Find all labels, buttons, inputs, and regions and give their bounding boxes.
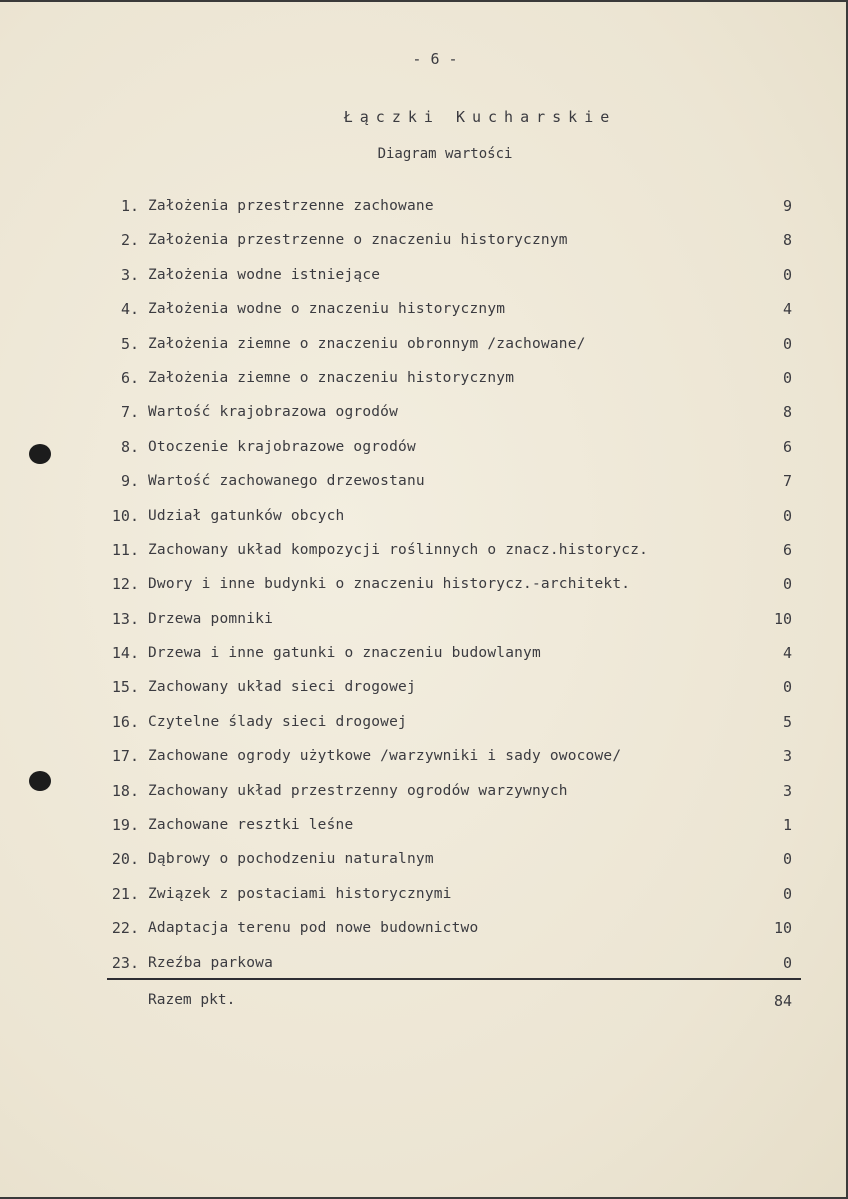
list-item [100, 432, 800, 466]
list-item [100, 948, 800, 982]
list-item [100, 191, 800, 225]
item-number: 21. [111, 884, 139, 903]
item-value: 3 [782, 781, 792, 800]
item-number: 17. [111, 747, 139, 766]
page-number: - 6 - [412, 50, 458, 68]
item-label: Zachowane resztki leśne [148, 817, 354, 834]
item-number: 13. [111, 609, 139, 628]
item-label: Drzewa pomniki [148, 610, 274, 627]
item-value: 0 [782, 884, 792, 903]
value-list [100, 191, 800, 982]
item-value: 5 [782, 712, 792, 731]
total-label: Razem pkt. [148, 992, 236, 1008]
item-label: Udział gatunków obcych [148, 507, 345, 524]
list-item [100, 225, 800, 259]
item-number: 2. [120, 231, 139, 250]
item-label: Adaptacja terenu pod nowe budownictwo [148, 920, 479, 937]
document-subtitle: Diagram wartości [377, 146, 513, 162]
item-label: Zachowany układ przestrzenny ogrodów warzywnych [148, 782, 568, 799]
total-divider [107, 978, 801, 980]
list-item [100, 569, 800, 603]
item-label: Założenia wodne o znaczeniu historycznym [148, 301, 506, 318]
list-item [100, 776, 800, 810]
list-item [100, 879, 800, 913]
item-number: 22. [111, 919, 139, 938]
item-value: 0 [782, 506, 792, 525]
item-number: 18. [111, 781, 139, 800]
item-label: Zachowane ogrody użytkowe /warzywniki i sady owocowe/ [148, 748, 622, 765]
item-number: 6. [120, 368, 139, 387]
item-number: 14. [111, 644, 139, 663]
item-value: 0 [782, 850, 792, 869]
item-value: 9 [782, 197, 792, 215]
item-value: 10 [773, 919, 792, 938]
item-value: 10 [773, 609, 792, 628]
list-item [100, 604, 800, 638]
list-item [100, 329, 800, 363]
item-number: 10. [111, 506, 139, 525]
item-number: 19. [111, 816, 139, 835]
list-item [100, 844, 800, 878]
list-item [100, 741, 800, 775]
item-number: 5. [120, 334, 139, 353]
item-value: 6 [782, 540, 792, 559]
list-item [100, 707, 800, 741]
list-item [100, 501, 800, 535]
item-value: 6 [782, 437, 792, 456]
list-item [100, 638, 800, 672]
item-value: 8 [782, 231, 792, 250]
item-value: 0 [782, 265, 792, 284]
item-label: Wartość zachowanego drzewostanu [148, 473, 425, 490]
item-value: 1 [782, 816, 792, 835]
item-number: 15. [111, 678, 139, 697]
item-number: 7. [120, 403, 139, 422]
list-item [100, 363, 800, 397]
item-label: Zachowany układ sieci drogowej [148, 679, 416, 696]
list-item [100, 810, 800, 844]
item-label: Założenia ziemne o znaczeniu historycznym [148, 369, 515, 386]
item-number: 16. [111, 712, 139, 731]
list-item [100, 260, 800, 294]
item-value: 0 [782, 678, 792, 697]
item-label: Założenia przestrzenne o znaczeniu historycznym [148, 232, 568, 249]
list-item [100, 397, 800, 431]
list-item [100, 466, 800, 500]
item-label: Dwory i inne budynki o znaczeniu historycz.-architekt. [148, 576, 631, 593]
document-title: Łączki Kucharskie [343, 108, 617, 126]
item-label: Założenia przestrzenne zachowane [148, 198, 434, 214]
item-label: Założenia ziemne o znaczeniu obronnym /zachowane/ [148, 335, 586, 352]
item-label: Dąbrowy o pochodzeniu naturalnym [148, 851, 434, 868]
item-value: 0 [782, 575, 792, 594]
item-value: 4 [782, 644, 792, 663]
item-value: 8 [782, 403, 792, 422]
item-label: Drzewa i inne gatunki o znaczeniu budowlanym [148, 645, 541, 662]
item-number: 9. [120, 472, 139, 491]
item-label: Związek z postaciami historycznymi [148, 885, 452, 902]
punch-hole [29, 771, 51, 791]
item-label: Otoczenie krajobrazowe ogrodów [148, 438, 416, 455]
item-number: 3. [120, 265, 139, 284]
item-label: Rzeźba parkowa [148, 954, 274, 971]
document-page [0, 2, 846, 1197]
total-value: 84 [773, 992, 792, 1010]
item-number: 12. [111, 575, 139, 594]
item-number: 8. [120, 437, 139, 456]
item-value: 0 [782, 953, 792, 972]
list-item [100, 913, 800, 947]
item-number: 23. [111, 953, 139, 972]
list-item [100, 535, 800, 569]
item-number: 4. [120, 300, 139, 319]
list-item [100, 672, 800, 706]
item-value: 7 [782, 472, 792, 491]
item-label: Założenia wodne istniejące [148, 266, 381, 283]
item-value: 4 [782, 300, 792, 319]
item-value: 3 [782, 747, 792, 766]
item-value: 0 [782, 368, 792, 387]
item-value: 0 [782, 334, 792, 353]
list-item [100, 294, 800, 328]
item-number: 11. [111, 540, 139, 559]
item-label: Zachowany układ kompozycji roślinnych o znacz.historycz. [148, 541, 649, 558]
item-label: Wartość krajobrazowa ogrodów [148, 404, 399, 421]
item-number: 1. [120, 197, 139, 215]
item-label: Czytelne ślady sieci drogowej [148, 713, 407, 730]
item-number: 20. [111, 850, 139, 869]
punch-hole [29, 444, 51, 464]
